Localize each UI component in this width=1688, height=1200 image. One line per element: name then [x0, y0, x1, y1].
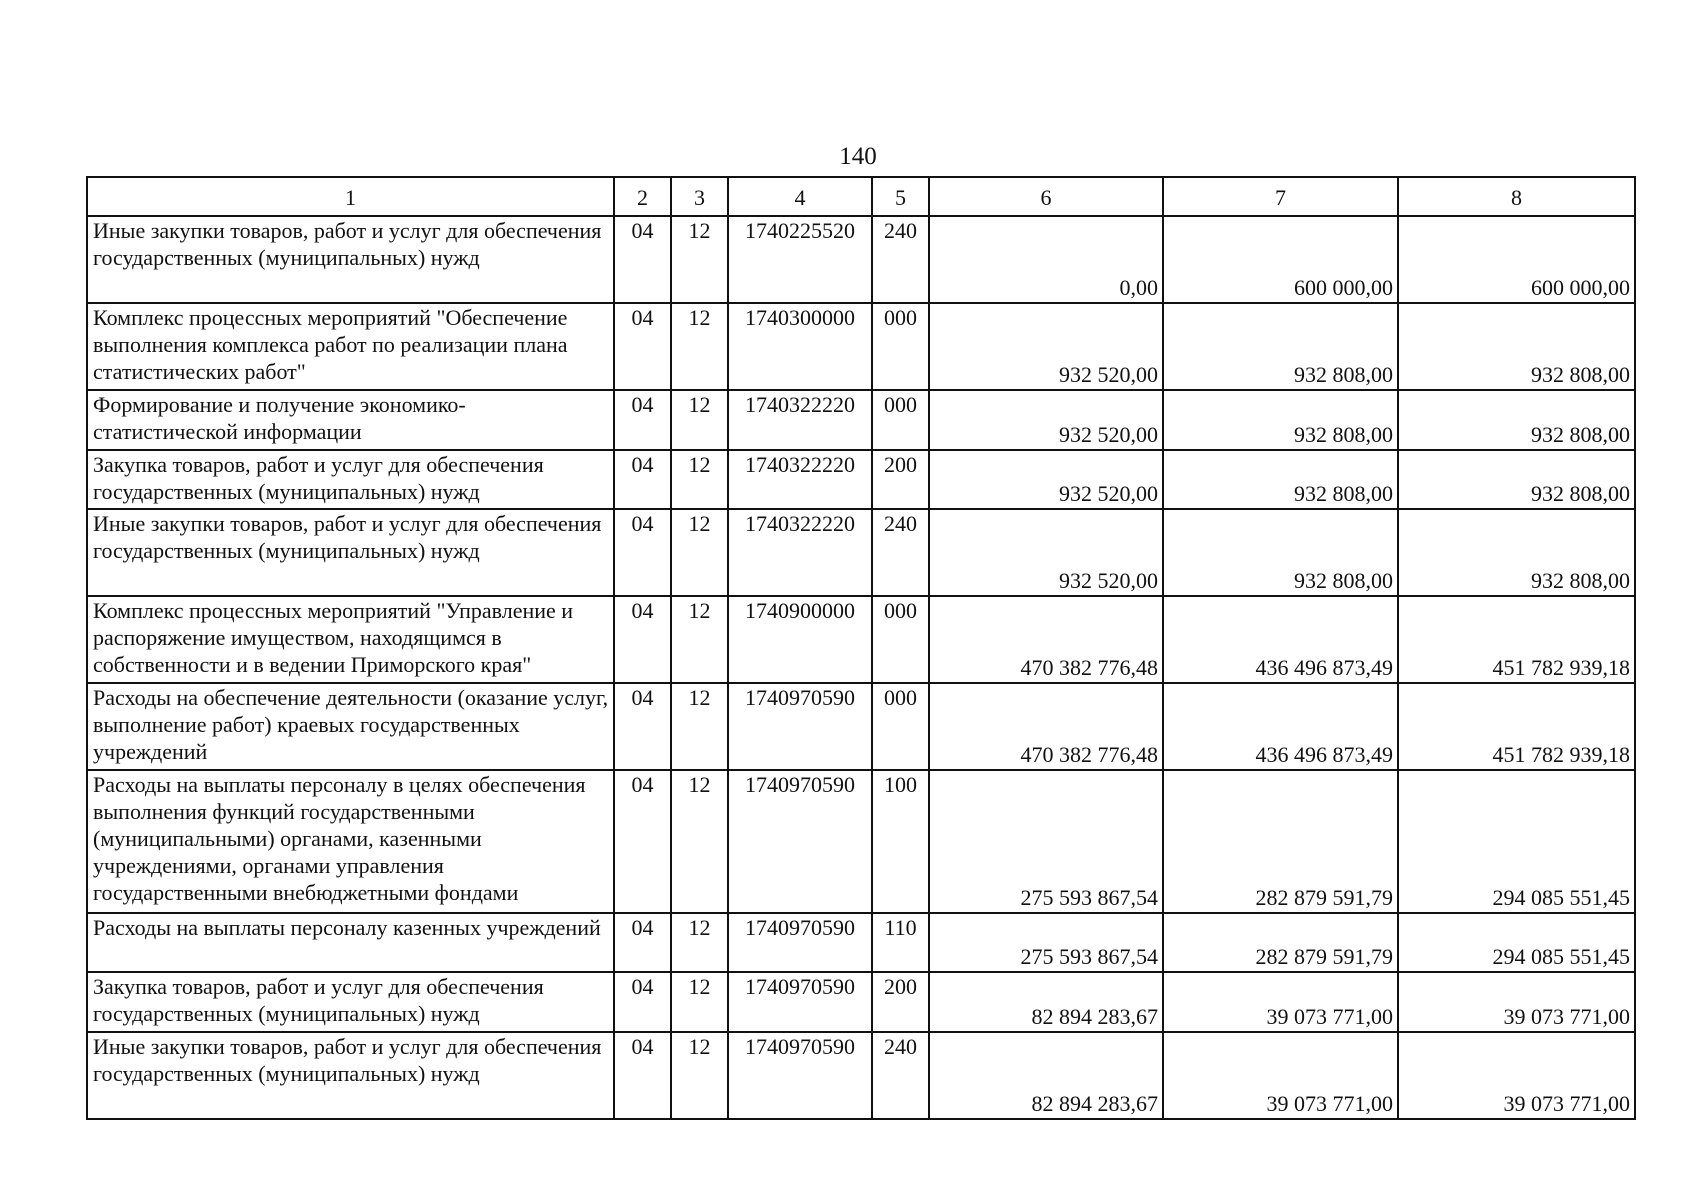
section-code-cell: 04	[614, 509, 671, 596]
expense-type-cell: 200	[872, 972, 929, 1032]
amount-col8-cell: 39 073 771,00	[1398, 1032, 1635, 1119]
expense-type-cell: 000	[872, 596, 929, 683]
target-article-cell: 1740970590	[728, 972, 872, 1032]
target-article-cell: 1740322220	[728, 390, 872, 450]
table-row	[87, 596, 1635, 683]
subsection-code-cell: 12	[671, 390, 728, 450]
target-article-cell: 1740970590	[728, 770, 872, 913]
budget-table	[86, 176, 1636, 1120]
expense-name-cell: Иные закупки товаров, работ и услуг для обеспечения государственных (муниципальных) нужд	[87, 509, 614, 596]
expense-type-cell: 000	[872, 303, 929, 390]
target-article-cell: 1740900000	[728, 596, 872, 683]
table-row	[87, 1032, 1635, 1119]
amount-col8-cell: 39 073 771,00	[1398, 972, 1635, 1032]
subsection-code-cell: 12	[671, 913, 728, 972]
table-row	[87, 770, 1635, 913]
expense-name-cell: Иные закупки товаров, работ и услуг для обеспечения государственных (муниципальных) нужд	[87, 216, 614, 303]
expense-name-cell: Закупка товаров, работ и услуг для обеспечения государственных (муниципальных) нужд	[87, 450, 614, 509]
expense-type-cell: 000	[872, 683, 929, 770]
amount-col7-cell: 282 879 591,79	[1163, 770, 1398, 913]
amount-col7-cell: 436 496 873,49	[1163, 596, 1398, 683]
table-row	[87, 972, 1635, 1032]
section-code-cell: 04	[614, 1032, 671, 1119]
amount-col6-cell: 82 894 283,67	[929, 972, 1163, 1032]
amount-col6-cell: 932 520,00	[929, 390, 1163, 450]
section-code-cell: 04	[614, 683, 671, 770]
amount-col8-cell: 932 808,00	[1398, 509, 1635, 596]
amount-col8-cell: 932 808,00	[1398, 450, 1635, 509]
table-row	[87, 913, 1635, 972]
subsection-code-cell: 12	[671, 596, 728, 683]
target-article-cell: 1740322220	[728, 509, 872, 596]
target-article-cell: 1740322220	[728, 450, 872, 509]
section-code-cell: 04	[614, 596, 671, 683]
expense-type-cell: 000	[872, 390, 929, 450]
expense-type-cell: 100	[872, 770, 929, 913]
expense-type-cell: 110	[872, 913, 929, 972]
section-code-cell: 04	[614, 913, 671, 972]
page-number: 140	[839, 143, 877, 170]
subsection-code-cell: 12	[671, 303, 728, 390]
header-cell: 1	[87, 177, 614, 216]
amount-col6-cell: 932 520,00	[929, 303, 1163, 390]
amount-col7-cell: 932 808,00	[1163, 509, 1398, 596]
target-article-cell: 1740300000	[728, 303, 872, 390]
amount-col7-cell: 932 808,00	[1163, 390, 1398, 450]
table-row	[87, 303, 1635, 390]
target-article-cell: 1740225520	[728, 216, 872, 303]
amount-col6-cell: 932 520,00	[929, 509, 1163, 596]
table-row	[87, 509, 1635, 596]
expense-type-cell: 240	[872, 216, 929, 303]
target-article-cell: 1740970590	[728, 683, 872, 770]
section-code-cell: 04	[614, 303, 671, 390]
expense-name-cell: Закупка товаров, работ и услуг для обеспечения государственных (муниципальных) нужд	[87, 972, 614, 1032]
subsection-code-cell: 12	[671, 972, 728, 1032]
subsection-code-cell: 12	[671, 1032, 728, 1119]
amount-col6-cell: 932 520,00	[929, 450, 1163, 509]
amount-col6-cell: 82 894 283,67	[929, 1032, 1163, 1119]
amount-col6-cell: 470 382 776,48	[929, 683, 1163, 770]
table-row	[87, 390, 1635, 450]
header-cell: 8	[1398, 177, 1635, 216]
header-cell: 7	[1163, 177, 1398, 216]
amount-col7-cell: 436 496 873,49	[1163, 683, 1398, 770]
amount-col8-cell: 600 000,00	[1398, 216, 1635, 303]
header-cell: 4	[728, 177, 872, 216]
expense-name-cell: Расходы на выплаты персоналу казенных учреждений	[87, 913, 614, 972]
section-code-cell: 04	[614, 390, 671, 450]
expense-name-cell: Расходы на выплаты персоналу в целях обеспечения выполнения функций государственными (муниципальными) органами, казенными учреждениями, органами управления государственными внебюджетными фондами	[87, 770, 614, 913]
amount-col7-cell: 39 073 771,00	[1163, 972, 1398, 1032]
table-row	[87, 683, 1635, 770]
amount-col7-cell: 600 000,00	[1163, 216, 1398, 303]
table-row	[87, 450, 1635, 509]
section-code-cell: 04	[614, 216, 671, 303]
expense-name-cell: Комплекс процессных мероприятий "Обеспечение выполнения комплекса работ по реализации плана статистических работ"	[87, 303, 614, 390]
header-row	[87, 177, 1635, 216]
amount-col7-cell: 282 879 591,79	[1163, 913, 1398, 972]
amount-col7-cell: 39 073 771,00	[1163, 1032, 1398, 1119]
subsection-code-cell: 12	[671, 509, 728, 596]
amount-col8-cell: 932 808,00	[1398, 303, 1635, 390]
amount-col6-cell: 275 593 867,54	[929, 770, 1163, 913]
section-code-cell: 04	[614, 770, 671, 913]
section-code-cell: 04	[614, 450, 671, 509]
expense-type-cell: 240	[872, 1032, 929, 1119]
target-article-cell: 1740970590	[728, 1032, 872, 1119]
table-row	[87, 216, 1635, 303]
expense-name-cell: Комплекс процессных мероприятий "Управление и распоряжение имуществом, находящимся в собственности и в ведении Приморского края"	[87, 596, 614, 683]
amount-col8-cell: 451 782 939,18	[1398, 596, 1635, 683]
expense-type-cell: 200	[872, 450, 929, 509]
amount-col8-cell: 932 808,00	[1398, 390, 1635, 450]
target-article-cell: 1740970590	[728, 913, 872, 972]
amount-col6-cell: 275 593 867,54	[929, 913, 1163, 972]
expense-type-cell: 240	[872, 509, 929, 596]
amount-col8-cell: 294 085 551,45	[1398, 770, 1635, 913]
header-cell: 2	[614, 177, 671, 216]
amount-col8-cell: 294 085 551,45	[1398, 913, 1635, 972]
subsection-code-cell: 12	[671, 683, 728, 770]
amount-col7-cell: 932 808,00	[1163, 303, 1398, 390]
subsection-code-cell: 12	[671, 450, 728, 509]
expense-name-cell: Формирование и получение экономико-статистической информации	[87, 390, 614, 450]
header-cell: 6	[929, 177, 1163, 216]
expense-name-cell: Иные закупки товаров, работ и услуг для обеспечения государственных (муниципальных) нужд	[87, 1032, 614, 1119]
section-code-cell: 04	[614, 972, 671, 1032]
subsection-code-cell: 12	[671, 216, 728, 303]
subsection-code-cell: 12	[671, 770, 728, 913]
expense-name-cell: Расходы на обеспечение деятельности (оказание услуг, выполнение работ) краевых государственных учреждений	[87, 683, 614, 770]
amount-col6-cell: 0,00	[929, 216, 1163, 303]
header-cell: 3	[671, 177, 728, 216]
amount-col6-cell: 470 382 776,48	[929, 596, 1163, 683]
amount-col7-cell: 932 808,00	[1163, 450, 1398, 509]
header-cell: 5	[872, 177, 929, 216]
amount-col8-cell: 451 782 939,18	[1398, 683, 1635, 770]
